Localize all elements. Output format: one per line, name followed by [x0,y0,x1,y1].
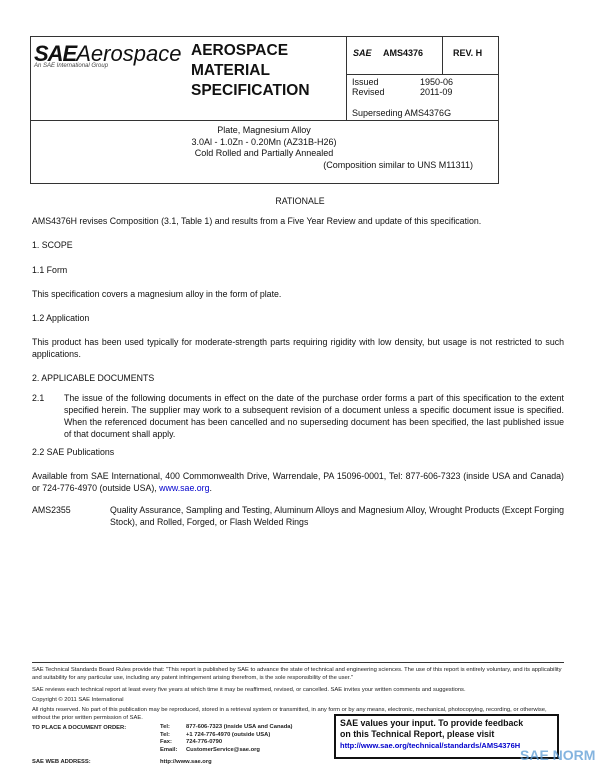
feedback-box: SAE values your input. To provide feedback on this Technical Report, please visit http://www.sae.org/technical/standards/AMS4376H [334,714,559,759]
section-2-2-text: Available from SAE International, 400 Commonwealth Drive, Warrendale, PA 15096-0001, Tel: 877-606-7323 (inside USA and Canada) or 724-776-4970 (outside USA), www.sae.org. [32,471,564,493]
divider [346,74,498,75]
sae-link[interactable]: www.sae.org [159,483,210,493]
section-2-1-text: The issue of the following documents in effect on the date of the purchase order forms a part of this specification to the extent specified herein. The supplier may work to a subsequent revision of a document unless a specific document issue is specified. When the referenced document has been cancelled and no superseding document has been specified, the last published issue of that document shall apply. [64,393,564,439]
watermark: SAE NORM [520,747,596,763]
footer-divider [32,662,564,663]
superseding: Superseding AMS4376G [352,108,452,118]
divider [346,36,347,120]
document-type: AEROSPACE MATERIAL SPECIFICATION [191,42,310,99]
divider [442,36,443,74]
section-1-2-text: This product has been used typically for moderate-strength parts requiring rigidity with low density, but usage is not restricted to such applications. [32,337,564,359]
section-1-1-text: This specification covers a magnesium alloy in the form of plate. [32,289,282,299]
footer-copyright: Copyright © 2011 SAE International [32,697,124,703]
rationale-heading: RATIONALE [275,196,325,206]
rationale-text: AMS4376H revises Composition (3.1, Table 1) and results from a Five Year Review and update of this specification. [32,216,482,226]
order-label: TO PLACE A DOCUMENT ORDER: [32,725,127,731]
divider [30,120,498,121]
feedback-link[interactable]: http://www.sae.org/technical/standards/AMS4376H [340,741,521,750]
section-1-2-heading: 1.2 Application [32,313,90,323]
section-2-1-number: 2.1 [32,393,45,403]
contacts: Tel: 877-606-7323 (inside USA and Canada) Tel: +1 724-776-4970 (outside USA) Fax: 724-776-0790 Email: CustomerService@sae.org [160,724,293,753]
footer-review: SAE reviews each technical report at least every five years at which time it may be reaffirmed, revised, or cancelled. SAE invites your written comments and suggestions. [32,687,466,693]
sae-small-logo: SAE [353,48,372,58]
issue-dates: Issued 1950-06 Revised 2011-09 [352,77,454,97]
section-2-heading: 2. APPLICABLE DOCUMENTS [32,373,155,383]
logo-subtitle: An SAE International Group [34,63,109,69]
document-number: AMS4376 [383,48,424,58]
section-2-2-heading: 2.2 SAE Publications [32,447,115,457]
reference-id: AMS2355 [32,505,71,515]
reference-text: Quality Assurance, Sampling and Testing, Aluminum Alloys and Magnesium Alloy, Wrought Products (Except Forging Stock), and Rolled, Forged, or Flash Welded Rings [110,505,564,527]
web-label: SAE WEB ADDRESS: [32,759,91,765]
footer-rights: All rights reserved. No part of this publication may be reproduced, stored in a retrieval system or transmitted, in any form or by any means, electronic, mechanical, photocopying, recording, or otherwise, without the prior written permission of SAE. [32,707,547,721]
footer-rules: SAE Technical Standards Board Rules provide that: "This report is published by SAE to advance the state of technical and engineering sciences. The use of this report is entirely voluntary, and its applicability and suitability for any particular use, including any patent infringement arising therefrom, is the sole responsibility of the user." [32,667,562,681]
sae-aerospace-logo: SAEAerospace [34,41,182,66]
revision: REV. H [453,48,483,58]
section-1-1-heading: 1.1 Form [32,265,68,275]
section-1-heading: 1. SCOPE [32,240,73,250]
document-title: Plate, Magnesium Alloy 3.0Al - 1.0Zn - 0.20Mn (AZ31B-H26) Cold Rolled and Partially Annealed (Composition similar to UNS M11311) [191,125,473,170]
web-address[interactable]: http://www.sae.org [160,759,212,765]
